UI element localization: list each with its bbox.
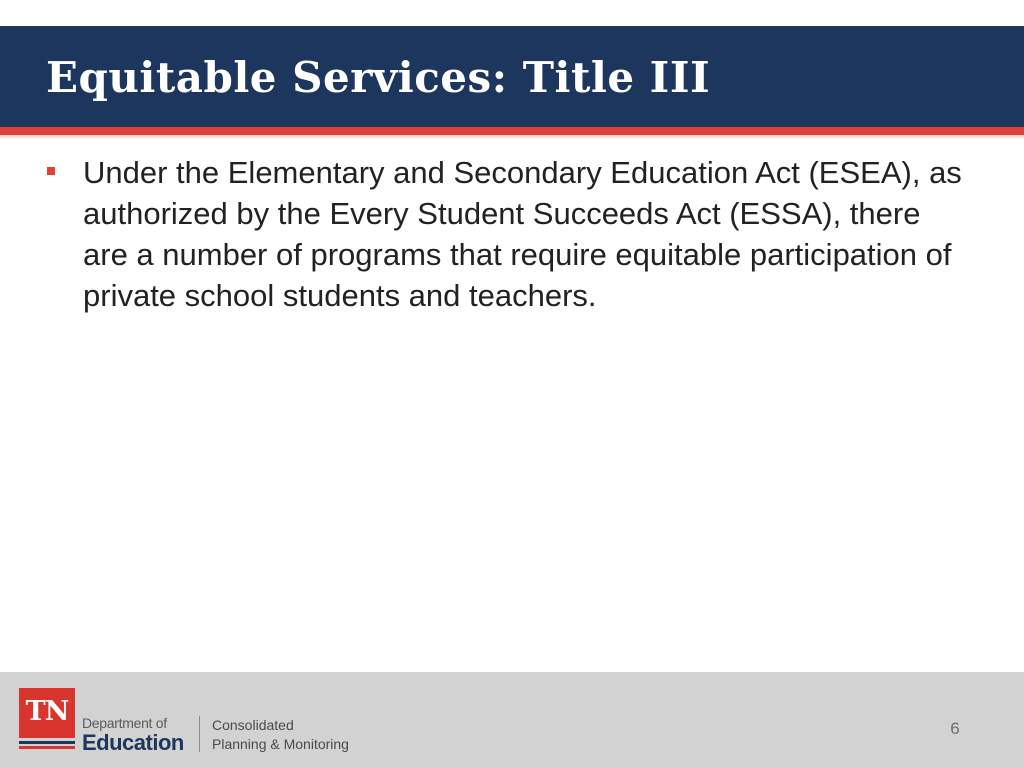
bullet-item <box>44 152 964 316</box>
bullet-list <box>44 152 964 316</box>
office-name-line2: Planning & Monitoring <box>212 736 349 752</box>
slide-title: Equitable Services: Title III <box>46 53 711 102</box>
title-accent-shadow <box>0 135 1024 140</box>
tn-logo-rule-red <box>19 746 75 749</box>
logo-divider <box>199 716 200 752</box>
tn-logo: TN <box>19 688 75 738</box>
logo-education-text: Education <box>82 730 184 755</box>
tn-logo-rule-blue <box>19 741 75 744</box>
page-number: 6 <box>950 719 960 738</box>
logo-department-text: Department of <box>82 715 167 731</box>
square-bullet-icon <box>47 167 55 175</box>
title-accent-rule <box>0 127 1024 135</box>
office-name-line1: Consolidated <box>212 717 294 733</box>
bullet-text: Under the Elementary and Secondary Education Act (ESEA), as authorized by the Every Student Succeeds Act (ESSA), there are a number of programs that require equitable participation of private school students and teachers. <box>83 155 962 313</box>
